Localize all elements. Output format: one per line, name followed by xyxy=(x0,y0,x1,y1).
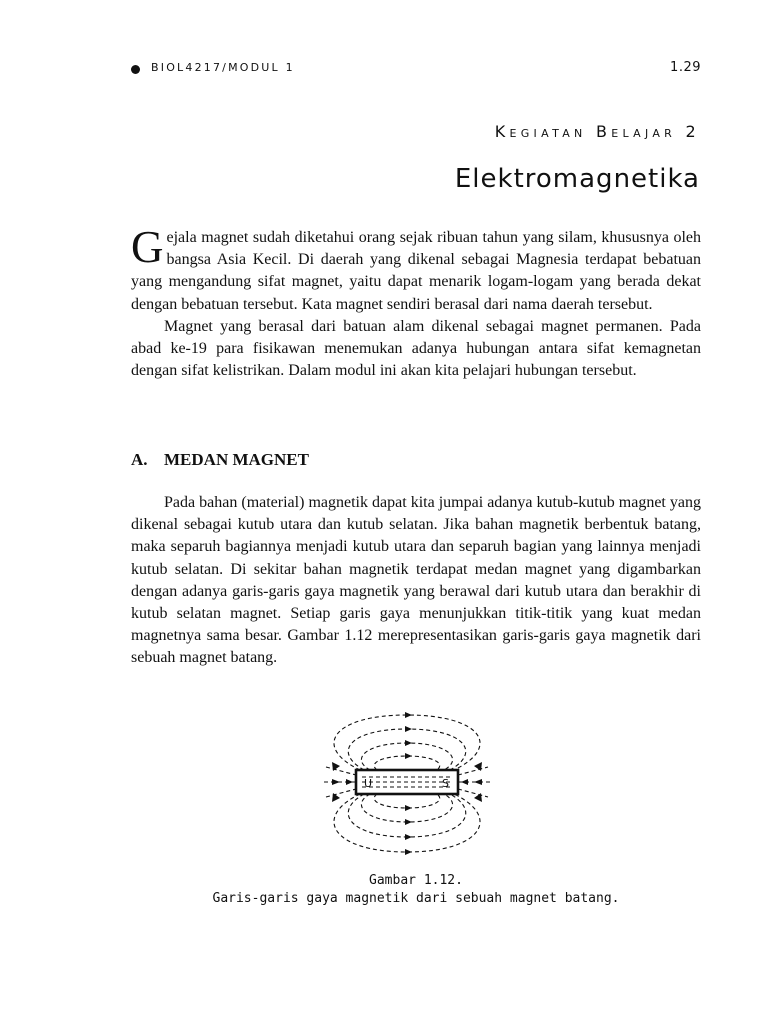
drop-cap: G xyxy=(131,222,164,272)
pole-north-label: U xyxy=(364,777,373,790)
section-number: A. xyxy=(131,450,148,469)
arrow-icon xyxy=(405,726,412,732)
arrow-icon xyxy=(405,753,412,759)
intro-paragraph-2: Magnet yang berasal dari batuan alam dikenal sebagai magnet permanen. Pada abad ke-19 para fisikawan menemukan adanya hubungan antara sifat kemagnetan dengan sifat kelistrikan. Dalam modul ini akan kita pelajari hubungan tersebut. xyxy=(131,317,701,380)
arrow-icon xyxy=(405,712,412,718)
arrow-icon xyxy=(346,779,353,785)
pole-south-label: S xyxy=(442,777,449,790)
field-line-lower-2 xyxy=(348,794,465,837)
bullet-icon xyxy=(131,65,140,74)
arrow-icon xyxy=(405,834,412,840)
page-header xyxy=(131,60,701,80)
section-heading xyxy=(131,450,309,470)
arrow-icon xyxy=(461,779,468,785)
section-title: MEDAN MAGNET xyxy=(164,450,309,469)
field-line-upper-2 xyxy=(348,729,465,770)
arrow-icon xyxy=(405,740,412,746)
figure-caption-text: Garis-garis gaya magnetik dari sebuah magnet batang. xyxy=(212,891,620,906)
magnet-figure xyxy=(322,707,492,862)
field-line-left-3 xyxy=(326,789,356,797)
field-line-right-1 xyxy=(458,767,488,775)
intro-paragraph-1-text: ejala magnet sudah diketahui orang sejak ribuan tahun yang silam, khususnya oleh bangsa Asia Kecil. Di daerah yang dikenal sebagai Magnesia terdapat bebatuan yang mengandung sifat magnet, yaitu dapat menarik logam-logam yang berada dekat dengan bebatuan tersebut. Kata magnet sendiri berasal dari nama daerah tersebut. xyxy=(131,229,701,313)
section-paragraph: Pada bahan (material) magnetik dapat kita jumpai adanya kutub-kutub magnet yang dikenal sebagai kutub utara dan kutub selatan. Jika bahan magnetik berbentuk batang, maka separuh bagiannya menjadi kutub utara dan separuh bagian yang lainnya menjadi kutub selatan. Di sekitar bahan magnetik terdapat medan magnet yang digambarkan dengan adanya garis-garis gaya magnetik yang berawal dari kutub utara dan berakhir di kutub selatan magnet. Setiap garis gaya menunjukkan titik-titik yang kuat medan magnetnya sama besar. Gambar 1.12 merepresentasikan garis-garis gaya magnetik dari sebuah magnet batang. xyxy=(131,494,701,667)
intro-paragraph-1 xyxy=(131,222,701,316)
module-code: BIOL4217/MODUL 1 xyxy=(151,61,295,74)
intro-text xyxy=(131,222,701,382)
field-line-left-1 xyxy=(326,767,356,775)
activity-label: Kegiatan Belajar 2 xyxy=(494,122,700,141)
field-line-right-3 xyxy=(458,789,488,797)
arrow-icon xyxy=(474,779,482,785)
arrow-icon xyxy=(474,793,482,802)
magnet-field-diagram xyxy=(322,707,492,862)
arrow-icon xyxy=(474,762,482,771)
figure-caption-number: Gambar 1.12. xyxy=(369,873,463,888)
arrow-icon xyxy=(405,805,412,811)
arrow-icon xyxy=(405,849,412,855)
page-number: 1.29 xyxy=(670,60,701,75)
field-arrows xyxy=(332,712,482,855)
section-text xyxy=(131,492,701,670)
arrow-icon xyxy=(405,819,412,825)
page-title: Elektromagnetika xyxy=(454,164,700,194)
arrow-icon xyxy=(332,779,340,785)
